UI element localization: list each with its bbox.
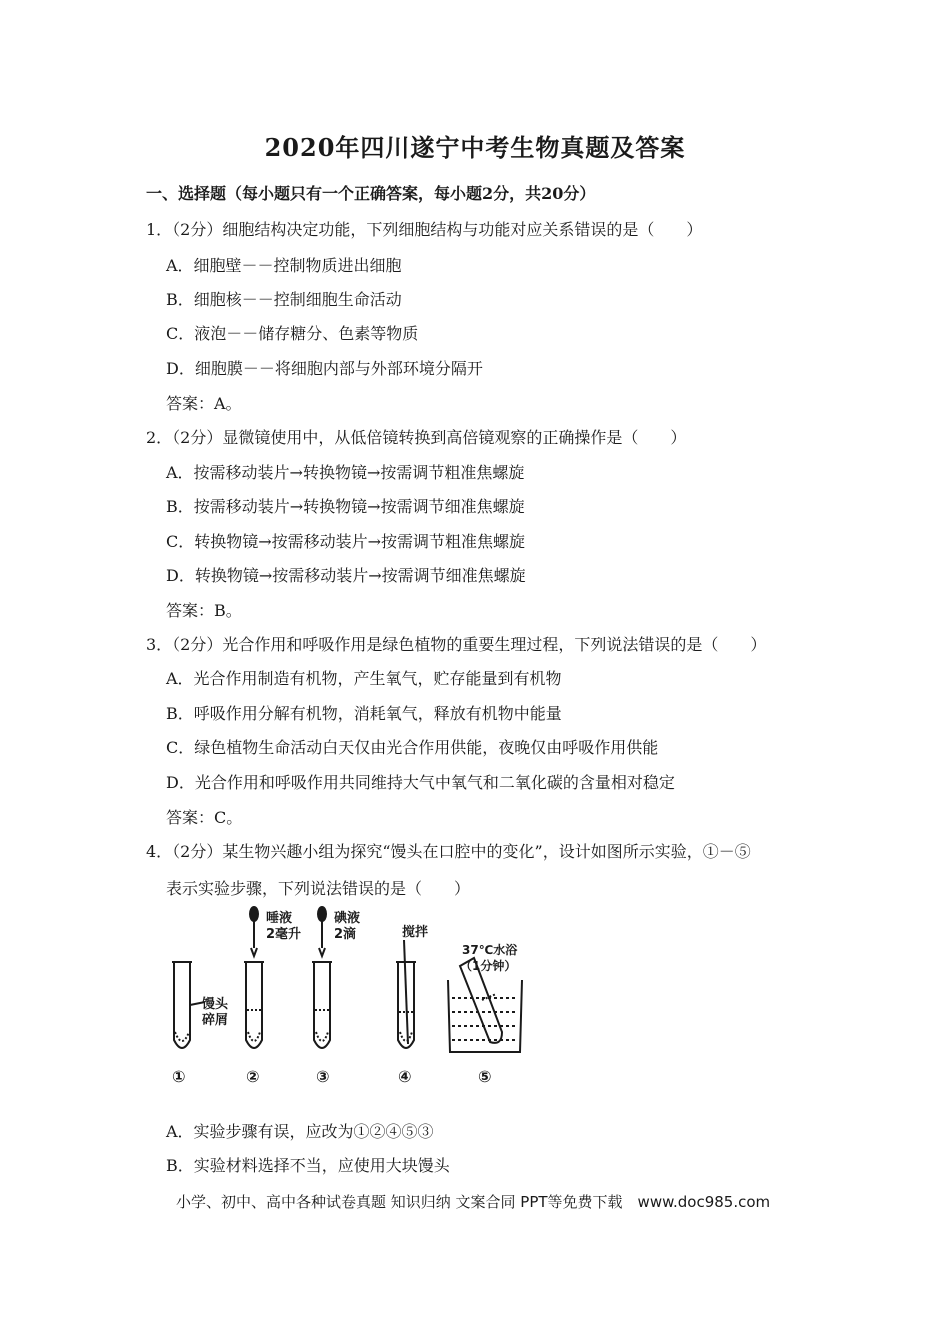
question-3-option-b: B．呼吸作用分解有机物，消耗氧气，释放有机物中能量 [166,704,562,723]
question-2-answer: 答案：B。 [166,601,242,620]
question-1-option-d: D．细胞膜－－将细胞内部与外部环境分隔开 [166,359,483,378]
label-saliva-line1: 唾液 [266,911,293,926]
question-3-option-c: C．绿色植物生命活动白天仅由光合作用供能，夜晚仅由呼吸作用供能 [166,738,659,757]
label-saliva-line2: 2毫升 [266,927,302,942]
step-3-label: ③ [316,1067,330,1086]
label-stir: 搅拌 [402,925,429,940]
question-2-option-c: C．转换物镜→按需移动装片→按需调节粗准焦螺旋 [166,532,526,551]
question-3-option-d: D．光合作用和呼吸作用共同维持大气中氧气和二氧化碳的含量相对稳定 [166,773,675,792]
label-water-bath-line1: 37℃水浴 [462,943,518,957]
label-mantou-line1: 馒头 [202,997,229,1012]
question-3-answer: 答案：C。 [166,808,243,827]
page-footer: 小学、初中、高中各种试卷真题 知识归纳 文案合同 PPT等免费下载 www.doc985.com [176,1193,771,1211]
test-tube-3 [312,907,332,1048]
question-2-option-b: B．按需移动装片→转换物镜→按需调节细准焦螺旋 [166,497,525,516]
test-tube-4 [396,940,416,1048]
label-mantou-line2: 碎屑 [202,1013,229,1028]
question-4-stem: 4．（2分）某生物兴趣小组为探究“馒头在口腔中的变化”，设计如图所示实验，①－⑤ [146,842,751,861]
label-iodine-line2: 2滴 [334,927,357,942]
question-1-option-c: C．液泡－－储存糖分、色素等物质 [166,324,419,343]
step-4-label: ④ [398,1067,412,1086]
step-5-label: ⑤ [478,1067,492,1086]
test-tube-2 [244,907,264,1048]
question-2-option-d: D．转换物镜→按需移动装片→按需调节细准焦螺旋 [166,566,526,585]
question-4-option-a: A．实验步骤有误，应改为①②④⑤③ [166,1122,434,1141]
step-1-label: ① [172,1067,186,1086]
question-1-stem: 1．（2分）细胞结构决定功能，下列细胞结构与功能对应关系错误的是（ ） [146,220,703,239]
question-1-option-a: A．细胞壁－－控制物质进出细胞 [166,256,402,275]
experiment-diagram [160,900,540,1095]
question-3-option-a: A．光合作用制造有机物，产生氧气，贮存能量到有机物 [166,669,562,688]
question-2-stem: 2．（2分）显微镜使用中，从低倍镜转换到高倍镜观察的正确操作是（ ） [146,428,687,447]
label-iodine-line1: 碘液 [334,911,361,926]
question-3-stem: 3．（2分）光合作用和呼吸作用是绿色植物的重要生理过程，下列说法错误的是（ ） [146,635,767,654]
label-water-bath-line2: （1分钟） [460,959,517,973]
test-tube-1 [172,962,205,1048]
question-1-answer: 答案：A。 [166,394,242,413]
question-2-option-a: A．按需移动装片→转换物镜→按需调节粗准焦螺旋 [166,463,525,482]
question-4-stem-continued: 表示实验步骤，下列说法错误的是（ ） [166,879,471,898]
question-1-option-b: B．细胞核－－控制细胞生命活动 [166,290,402,309]
question-4-option-b: B．实验材料选择不当，应使用大块馒头 [166,1156,450,1175]
section-heading: 一、选择题（每小题只有一个正确答案，每小题2分，共20分） [146,184,596,203]
page-title: 2020年四川遂宁中考生物真题及答案 [264,133,686,162]
step-2-label: ② [246,1067,260,1086]
